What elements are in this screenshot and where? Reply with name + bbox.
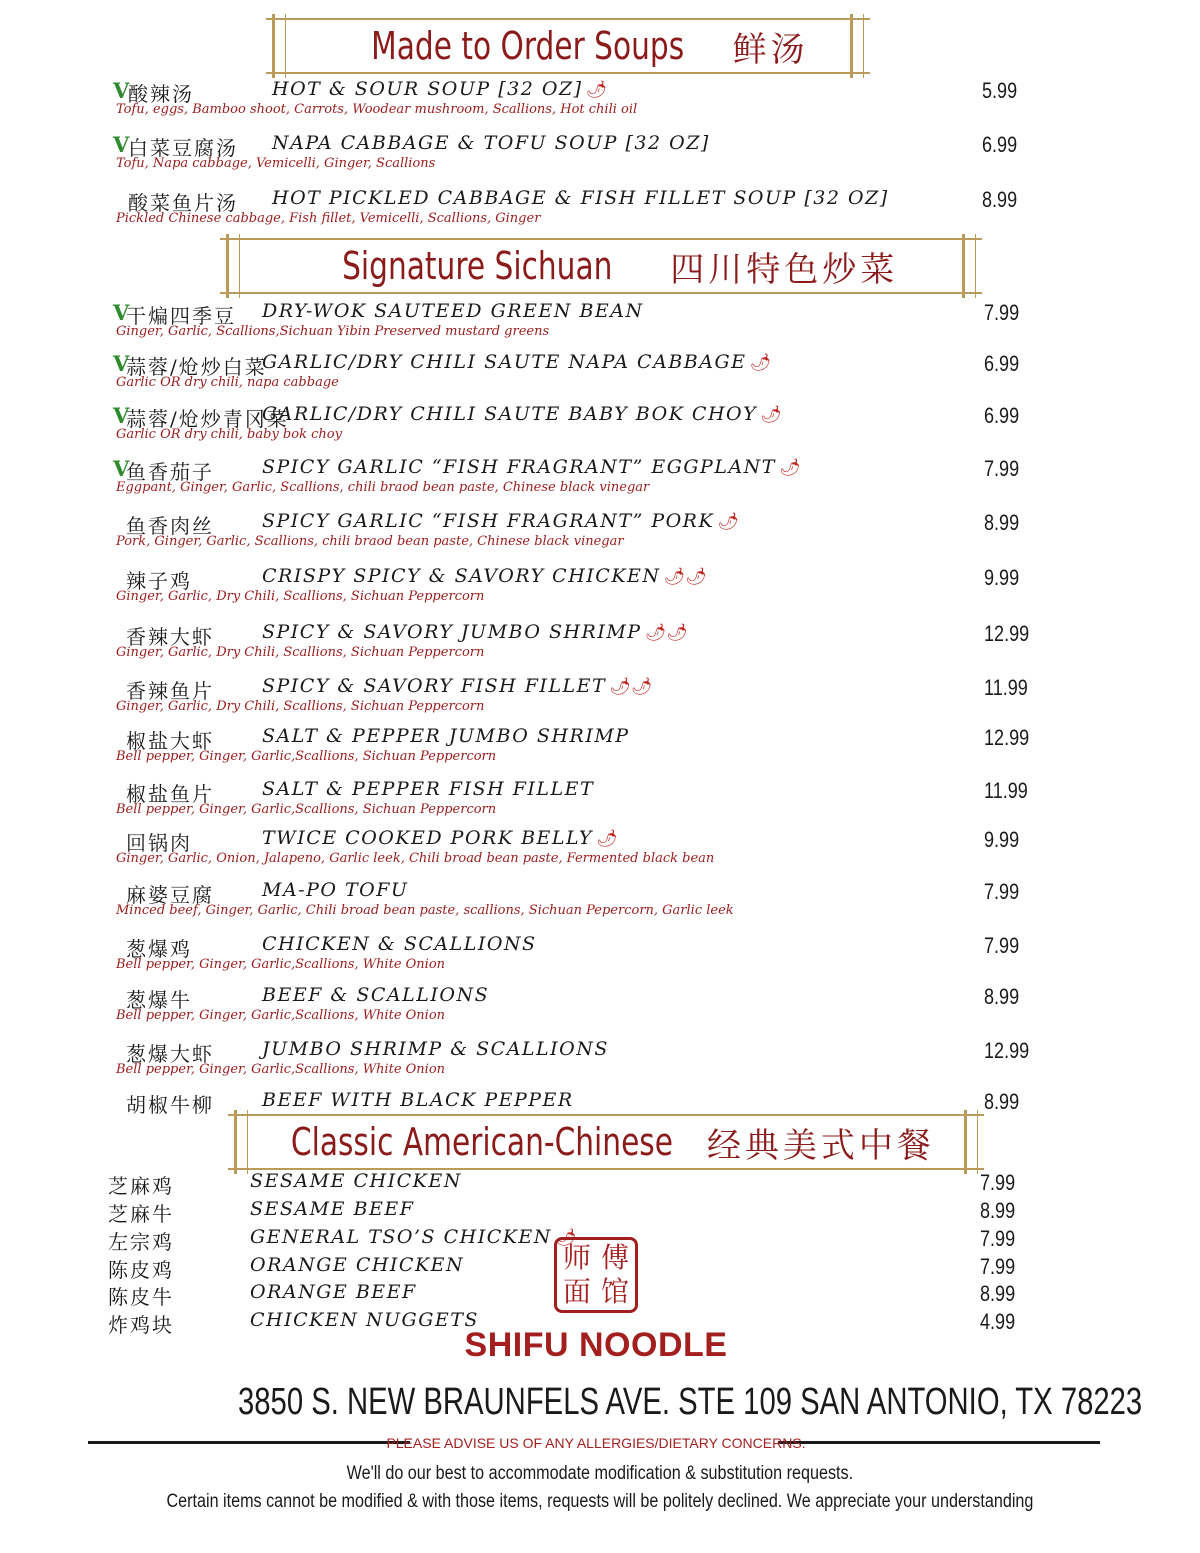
dish-description: Ginger, Garlic, Dry Chili, Scallions, Sichuan Peppercorn xyxy=(116,699,485,714)
dish-name-en xyxy=(250,1198,414,1220)
classic-menu-item xyxy=(0,1170,1200,1198)
vegetarian-icon: V xyxy=(113,132,130,157)
vegetarian-icon: V xyxy=(113,403,130,428)
chili-pepper-icon: 🌶 xyxy=(585,80,608,100)
dish-name-zh: 蒜蓉/炝炒白菜 xyxy=(126,355,267,379)
dish-price: 4.99 xyxy=(980,1309,1016,1334)
dish-description: Pickled Chinese cabbage, Fish fillet, Vemicelli, Scallions, Ginger xyxy=(116,211,541,226)
dish-description: Tofu, eggs, Bamboo shoot, Carrots, Woodear mushroom, Scallions, Hot chili oil xyxy=(116,102,638,117)
dish-name-en-text: ORANGE CHICKEN xyxy=(250,1254,465,1276)
dish-name-zh: 葱爆鸡 xyxy=(126,937,192,961)
sichuan-section-title: Signature Sichuan xyxy=(341,244,613,288)
dish-name-en xyxy=(262,827,618,849)
shifu-noodle-seal-logo xyxy=(554,1237,638,1313)
dish-description: Garlic OR dry chili, napa cabbage xyxy=(116,375,339,390)
dish-name-en xyxy=(262,1089,574,1111)
dish-name-en-text: MA-PO TOFU xyxy=(262,879,409,901)
chili-pepper-icon: 🌶 xyxy=(717,512,739,532)
dish-price: 5.99 xyxy=(982,78,1018,103)
dish-name-zh: 葱爆大虾 xyxy=(126,1042,214,1066)
dish-name-en-text: TWICE COOKED PORK BELLY xyxy=(262,827,593,849)
dish-price: 6.99 xyxy=(984,351,1020,376)
dish-price: 7.99 xyxy=(980,1226,1016,1251)
dish-name-zh: 蒜蓉/炝炒青冈菜 xyxy=(126,407,289,431)
sichuan-menu-item xyxy=(0,725,1200,777)
vegetarian-icon: V xyxy=(113,78,130,103)
dish-name-en-text: HOT PICKLED CABBAGE & FISH FILLET SOUP [32 OZ] xyxy=(272,187,889,209)
dish-price: 9.99 xyxy=(984,827,1020,852)
dish-name-en-text: GARLIC/DRY CHILI SAUTE BABY BOK CHOY xyxy=(262,403,758,425)
dish-name-zh: 回锅肉 xyxy=(126,831,192,855)
dish-name-zh: 芝麻牛 xyxy=(108,1202,174,1226)
sichuan-menu-item xyxy=(0,879,1200,931)
chili-pepper-icon: 🌶🌶 xyxy=(609,677,653,697)
dish-name-en-text: BEEF WITH BLACK PEPPER xyxy=(262,1089,574,1111)
dish-name-zh: 葱爆牛 xyxy=(126,988,192,1012)
dish-name-en xyxy=(262,621,688,643)
dish-name-en xyxy=(262,456,801,478)
dish-name-en xyxy=(262,565,707,587)
dish-name-en-text: SPICY & SAVORY FISH FILLET xyxy=(262,675,607,697)
dish-description: Pork, Ginger, Garlic, Scallions, chili braod bean paste, Chinese black vinegar xyxy=(116,534,624,549)
seal-char: 面 xyxy=(562,1275,591,1308)
dish-name-en xyxy=(250,1170,462,1192)
dish-description: Bell pepper, Ginger, Garlic,Scallions, White Onion xyxy=(116,1008,446,1023)
dish-price: 7.99 xyxy=(984,300,1020,325)
dish-price: 8.99 xyxy=(980,1198,1016,1223)
chili-pepper-icon: 🌶🌶 xyxy=(644,623,688,643)
sichuan-menu-item xyxy=(0,565,1200,617)
classic-menu-item xyxy=(0,1198,1200,1226)
dish-name-zh: 干煸四季豆 xyxy=(126,304,236,328)
dish-price: 7.99 xyxy=(984,933,1020,958)
dish-name-zh: 白菜豆腐汤 xyxy=(128,136,238,160)
classic-section-title: Classic American-Chinese xyxy=(290,1120,674,1164)
brand-name: SHIFU NOODLE xyxy=(464,1326,728,1364)
dish-description: Bell pepper, Ginger, Garlic,Scallions, Sichuan Peppercorn xyxy=(116,749,497,764)
dish-name-en xyxy=(262,675,652,697)
dish-name-en xyxy=(272,132,710,154)
dish-price: 6.99 xyxy=(982,132,1018,157)
dish-name-zh: 椒盐大虾 xyxy=(126,729,214,753)
restaurant-address: 3850 S. NEW BRAUNFELS AVE. STE 109 SAN ANTONIO, TX 78223 xyxy=(238,1381,1143,1423)
dish-description: Bell pepper, Ginger, Garlic,Scallions, White Onion xyxy=(116,1062,446,1077)
sichuan-menu-item xyxy=(0,621,1200,673)
dish-name-en-text: BEEF & SCALLIONS xyxy=(262,984,490,1006)
dish-price: 12.99 xyxy=(984,725,1030,750)
soups-section-banner xyxy=(266,18,870,74)
dish-name-en-text: DRY-WOK SAUTEED GREEN BEAN xyxy=(262,300,644,322)
dish-name-zh: 香辣鱼片 xyxy=(126,679,214,703)
dish-name-en xyxy=(272,78,607,100)
dish-name-en xyxy=(250,1226,577,1248)
soups-section-title-zh: 鲜汤 xyxy=(732,29,809,70)
dish-name-zh: 麻婆豆腐 xyxy=(126,883,214,907)
dish-name-en-text: SPICY GARLIC “FISH FRAGRANT” PORK xyxy=(262,510,715,532)
chili-pepper-icon: 🌶 xyxy=(595,829,618,849)
dish-name-zh: 酸菜鱼片汤 xyxy=(128,191,238,215)
dish-name-en-text: CHICKEN NUGGETS xyxy=(250,1309,479,1331)
dish-name-zh: 左宗鸡 xyxy=(108,1230,174,1254)
dish-name-zh: 辣子鸡 xyxy=(126,569,192,593)
dish-name-zh: 香辣大虾 xyxy=(126,625,214,649)
sichuan-menu-item xyxy=(0,675,1200,727)
chili-pepper-icon: 🌶 xyxy=(760,405,782,425)
sichuan-section-title-zh: 四川特色炒菜 xyxy=(670,249,899,290)
chili-pepper-icon: 🌶🌶 xyxy=(663,567,707,587)
dish-price: 7.99 xyxy=(980,1170,1016,1195)
dish-name-en-text: SPICY & SAVORY JUMBO SHRIMP xyxy=(262,621,642,643)
sichuan-menu-item xyxy=(0,456,1200,508)
sichuan-menu-item xyxy=(0,1038,1200,1090)
dish-name-en-text: JUMBO SHRIMP & SCALLIONS xyxy=(262,1038,609,1060)
dish-name-zh: 鱼香肉丝 xyxy=(126,514,214,538)
dish-name-en-text: NAPA CABBAGE & TOFU SOUP [32 OZ] xyxy=(272,132,710,154)
dish-name-en xyxy=(262,879,408,901)
dish-name-en-text: GENERAL TSO’S CHICKEN xyxy=(250,1226,552,1248)
sichuan-menu-item xyxy=(0,351,1200,403)
dish-description: Bell pepper, Ginger, Garlic,Scallions, White Onion xyxy=(116,957,446,972)
dish-name-en xyxy=(262,403,782,425)
dish-name-en-text: CRISPY SPICY & SAVORY CHICKEN xyxy=(262,565,661,587)
seal-char: 傅 xyxy=(600,1241,629,1274)
dish-name-en xyxy=(272,187,889,209)
dish-description: Garlic OR dry chili, baby bok choy xyxy=(116,427,342,442)
dish-name-zh: 陈皮鸡 xyxy=(108,1258,174,1282)
chili-pepper-icon: 🌶 xyxy=(749,353,772,373)
dish-description: Ginger, Garlic, Scallions,Sichuan Yibin Preserved mustard greens xyxy=(116,324,550,339)
sichuan-menu-item xyxy=(0,827,1200,879)
dish-name-en-text: SPICY GARLIC “FISH FRAGRANT” EGGPLANT xyxy=(262,456,776,478)
dish-price: 12.99 xyxy=(984,621,1030,646)
sichuan-menu-item xyxy=(0,403,1200,455)
policy-note-text: Certain items cannot be modified & with those items, requests will be politely declined. We appreciate your understanding xyxy=(166,1491,1034,1512)
dish-name-zh: 椒盐鱼片 xyxy=(126,782,214,806)
seal-char: 馆 xyxy=(600,1275,629,1308)
dish-name-en-text: SALT & PEPPER FISH FILLET xyxy=(262,778,595,800)
soups-menu-item xyxy=(0,187,1200,239)
dish-price: 11.99 xyxy=(984,778,1028,803)
sichuan-menu-item xyxy=(0,300,1200,352)
dish-name-en xyxy=(262,510,739,532)
dish-price: 6.99 xyxy=(984,403,1020,428)
dish-price: 8.99 xyxy=(982,187,1018,212)
dish-description: Ginger, Garlic, Onion, Jalapeno, Garlic leek, Chili broad bean paste, Fermented black bean xyxy=(116,851,715,866)
classic-section-banner xyxy=(228,1114,984,1170)
dish-name-en xyxy=(262,1038,609,1060)
dish-name-zh: 芝麻鸡 xyxy=(108,1174,174,1198)
dish-name-zh: 鱼香茄子 xyxy=(126,460,214,484)
dish-name-en-text: SESAME CHICKEN xyxy=(250,1170,462,1192)
dish-price: 8.99 xyxy=(984,1089,1020,1114)
dish-price: 7.99 xyxy=(984,879,1020,904)
sichuan-menu-item xyxy=(0,933,1200,985)
dish-description: Minced beef, Ginger, Garlic, Chili broad bean paste, scallions, Sichuan Pepercorn, Garlic leek xyxy=(116,903,734,918)
soups-menu-item xyxy=(0,132,1200,184)
dish-description: Ginger, Garlic, Dry Chili, Scallions, Sichuan Peppercorn xyxy=(116,589,485,604)
dish-name-en-text: SESAME BEEF xyxy=(250,1198,415,1220)
modification-note xyxy=(0,1463,1200,1485)
dish-name-zh: 陈皮牛 xyxy=(108,1285,174,1309)
dish-name-zh: 炸鸡块 xyxy=(108,1313,174,1337)
dish-description: Ginger, Garlic, Dry Chili, Scallions, Sichuan Peppercorn xyxy=(116,645,485,660)
chili-pepper-icon: 🌶 xyxy=(778,458,801,478)
vegetarian-icon: V xyxy=(113,456,130,481)
sichuan-menu-item xyxy=(0,984,1200,1036)
allergy-notice: PLEASE ADVISE US OF ANY ALLERGIES/DIETARY CONCERNS. xyxy=(386,1435,806,1451)
classic-section-title-zh: 经典美式中餐 xyxy=(706,1125,935,1166)
dish-price: 8.99 xyxy=(980,1281,1016,1306)
sichuan-menu-item xyxy=(0,510,1200,562)
soups-menu-item xyxy=(0,78,1200,130)
dish-name-en-text: ORANGE BEEF xyxy=(250,1281,417,1303)
seal-char: 师 xyxy=(562,1241,591,1274)
dish-name-en xyxy=(262,351,771,373)
dish-price: 7.99 xyxy=(984,456,1020,481)
dish-description: Bell pepper, Ginger, Garlic,Scallions, Sichuan Peppercorn xyxy=(116,802,497,817)
dish-price: 11.99 xyxy=(984,675,1028,700)
dish-name-en-text: GARLIC/DRY CHILI SAUTE NAPA CABBAGE xyxy=(262,351,747,373)
dish-name-en xyxy=(250,1254,464,1276)
dish-name-en xyxy=(262,778,594,800)
dish-description: Tofu, Napa cabbage, Vemicelli, Ginger, Scallions xyxy=(116,156,436,171)
dish-name-zh: 胡椒牛柳 xyxy=(126,1093,214,1117)
dish-name-en-text: SALT & PEPPER JUMBO SHRIMP xyxy=(262,725,630,747)
soups-section-title: Made to Order Soups xyxy=(371,24,685,68)
dish-name-en xyxy=(262,984,489,1006)
dish-name-en xyxy=(262,933,537,955)
chili-pepper-icon: 🌶 xyxy=(554,1228,577,1248)
dish-name-en xyxy=(262,725,630,747)
dish-price: 9.99 xyxy=(984,565,1020,590)
dish-price: 8.99 xyxy=(984,510,1020,535)
sichuan-section-banner xyxy=(220,238,982,294)
dish-name-en xyxy=(262,300,644,322)
dish-description: Eggpant, Ginger, Garlic, Scallions, chili braod bean paste, Chinese black vinegar xyxy=(116,480,650,495)
policy-note xyxy=(0,1491,1200,1513)
sichuan-menu-item xyxy=(0,778,1200,830)
dish-name-zh: 酸辣汤 xyxy=(128,82,194,106)
modification-note-text: We'll do our best to accommodate modification & substitution requests. xyxy=(346,1463,854,1484)
dish-name-en-text: CHICKEN & SCALLIONS xyxy=(262,933,537,955)
dish-price: 7.99 xyxy=(980,1254,1016,1279)
dish-price: 12.99 xyxy=(984,1038,1030,1063)
dish-name-en-text: HOT & SOUR SOUP [32 OZ] xyxy=(272,78,583,100)
dish-name-en xyxy=(250,1281,417,1303)
vegetarian-icon: V xyxy=(113,351,130,376)
vegetarian-icon: V xyxy=(113,300,130,325)
dish-price: 8.99 xyxy=(984,984,1020,1009)
